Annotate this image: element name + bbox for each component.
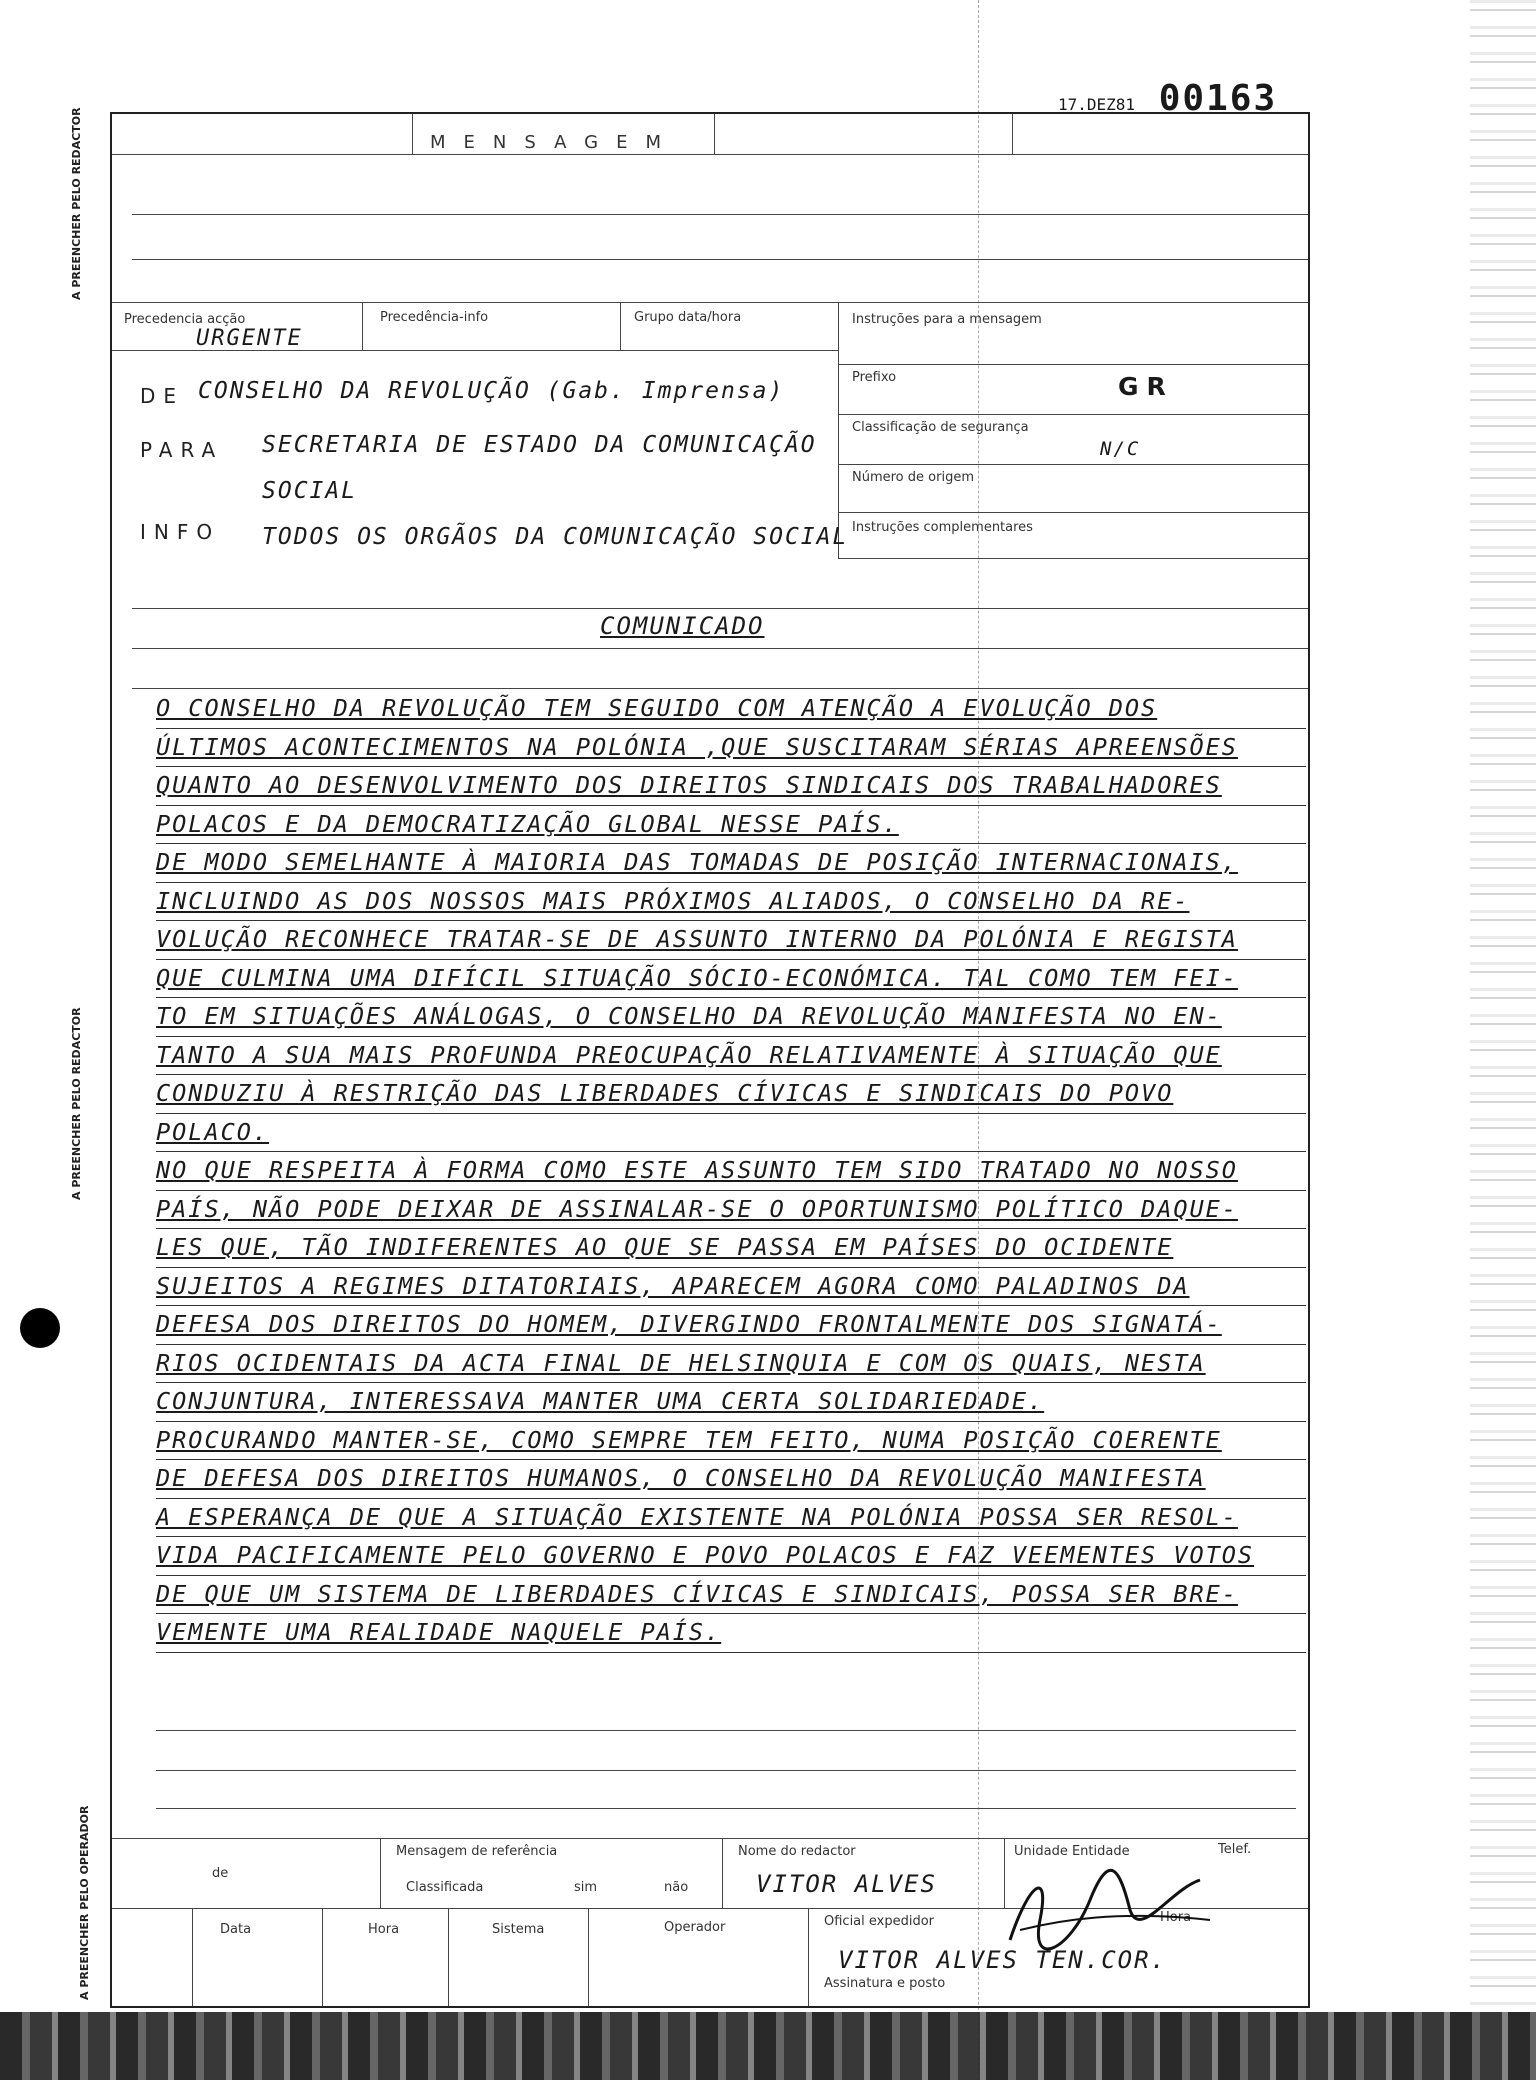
- body-line: DE MODO SEMELHANTE À MAIORIA DAS TOMADAS DE POSIÇÃO INTERNACIONAIS,: [156, 844, 1306, 883]
- precedencia-accao-label: Precedencia acção: [124, 312, 246, 327]
- de-value: CONSELHO DA REVOLUÇÃO (Gab. Imprensa): [198, 378, 785, 404]
- section-title: COMUNICADO: [600, 612, 765, 640]
- body-line: ÚLTIMOS ACONTECIMENTOS NA POLÓNIA ,QUE SUSCITARAM SÉRIAS APREENSÕES: [156, 729, 1306, 768]
- body-line: CONJUNTURA, INTERESSAVA MANTER UMA CERTA SOLIDARIEDADE.: [156, 1383, 1306, 1422]
- body-line: PROCURANDO MANTER-SE, COMO SEMPRE TEM FEITO, NUMA POSIÇÃO COERENTE: [156, 1422, 1306, 1461]
- signature-mark: [1000, 1860, 1220, 1960]
- oficial-value: VITOR ALVES TEN.COR.: [838, 1946, 1167, 1974]
- prefixo-value: GR: [1118, 372, 1174, 401]
- body-line: DE QUE UM SISTEMA DE LIBERDADES CÍVICAS E SINDICAIS, POSSA SER BRE-: [156, 1576, 1306, 1615]
- body-line: DE DEFESA DOS DIREITOS HUMANOS, O CONSELHO DA REVOLUÇÃO MANIFESTA: [156, 1460, 1306, 1499]
- body-line: NO QUE RESPEITA À FORMA COMO ESTE ASSUNTO TEM SIDO TRATADO NO NOSSO: [156, 1152, 1306, 1191]
- instrucoes-label: Instruções para a mensagem: [852, 312, 1042, 327]
- scan-noise-right: [1470, 0, 1536, 2010]
- grupo-data-hora-label: Grupo data/hora: [634, 310, 742, 325]
- body-line: A ESPERANÇA DE QUE A SITUAÇÃO EXISTENTE NA POLÓNIA POSSA SER RESOL-: [156, 1499, 1306, 1538]
- form-title: MENSAGEM: [430, 132, 679, 153]
- unidade-label: Unidade Entidade: [1014, 1844, 1130, 1859]
- body-line: INCLUINDO AS DOS NOSSOS MAIS PRÓXIMOS ALIADOS, O CONSELHO DA RE-: [156, 883, 1306, 922]
- nao-label: não: [664, 1880, 689, 1895]
- body-line: RIOS OCIDENTAIS DA ACTA FINAL DE HELSINQUIA E COM OS QUAIS, NESTA: [156, 1345, 1306, 1384]
- body-line: VEMENTE UMA REALIDADE NAQUELE PAÍS.: [156, 1614, 1306, 1653]
- assinatura-label: Assinatura e posto: [824, 1976, 946, 1991]
- nome-redactor-value: VITOR ALVES: [756, 1870, 937, 1898]
- hora2-label: Hora: [1160, 1910, 1192, 1925]
- punch-hole: [20, 1308, 60, 1348]
- side-label-top: A PREENCHER PELO REDACTOR: [70, 107, 83, 300]
- operador-label: Operador: [664, 1920, 726, 1935]
- data-label: Data: [220, 1922, 252, 1937]
- body-line: O CONSELHO DA REVOLUÇÃO TEM SEGUIDO COM ATENÇÃO A EVOLUÇÃO DOS: [156, 690, 1306, 729]
- footer-de-label: de: [212, 1866, 229, 1881]
- blank-line: [156, 1770, 1296, 1771]
- numero-origem-label: Número de origem: [852, 470, 974, 485]
- mensagem-referencia-label: Mensagem de referência: [396, 1844, 558, 1859]
- precedencia-info-label: Precedência-info: [380, 310, 489, 325]
- body-line: CONDUZIU À RESTRIÇÃO DAS LIBERDADES CÍVICAS E SINDICAIS DO POVO: [156, 1075, 1306, 1114]
- hora-label: Hora: [368, 1922, 400, 1937]
- doc-timestamp: 17.DEZ81: [1058, 95, 1136, 114]
- prefixo-label: Prefixo: [852, 370, 897, 385]
- side-label-bottom: A PREENCHER PELO OPERADOR: [78, 1805, 91, 2000]
- body-line: PAÍS, NÃO PODE DEIXAR DE ASSINALAR-SE O OPORTUNISMO POLÍTICO DAQUE-: [156, 1191, 1306, 1230]
- para-value-line2: SOCIAL: [262, 478, 358, 504]
- info-value: TODOS OS ORGÃOS DA COMUNICAÇÃO SOCIAL: [262, 524, 849, 550]
- classificacao-label: Classificação de segurança: [852, 420, 1029, 435]
- classificacao-value: N/C: [1100, 438, 1141, 460]
- body-line: QUE CULMINA UMA DIFÍCIL SITUAÇÃO SÓCIO-ECONÓMICA. TAL COMO TEM FEI-: [156, 960, 1306, 999]
- body-line: TO EM SITUAÇÕES ANÁLOGAS, O CONSELHO DA REVOLUÇÃO MANIFESTA NO EN-: [156, 998, 1306, 1037]
- para-value-line1: SECRETARIA DE ESTADO DA COMUNICAÇÃO: [262, 432, 817, 458]
- oficial-label: Oficial expedidor: [824, 1914, 935, 1929]
- body-line: LES QUE, TÃO INDIFERENTES AO QUE SE PASSA EM PAÍSES DO OCIDENTE: [156, 1229, 1306, 1268]
- scan-noise-bottom: [0, 2012, 1536, 2080]
- para-key: PARA: [140, 438, 224, 462]
- body-line: SUJEITOS A REGIMES DITATORIAIS, APARECEM AGORA COMO PALADINOS DA: [156, 1268, 1306, 1307]
- classificada-label: Classificada: [406, 1880, 484, 1895]
- body-line: DEFESA DOS DIREITOS DO HOMEM, DIVERGINDO FRONTALMENTE DOS SIGNATÁ-: [156, 1306, 1306, 1345]
- blank-line: [156, 1808, 1296, 1809]
- sim-label: sim: [574, 1880, 598, 1895]
- message-body: [156, 690, 1306, 1653]
- body-line: QUANTO AO DESENVOLVIMENTO DOS DIREITOS SINDICAIS DOS TRABALHADORES: [156, 767, 1306, 806]
- nome-redactor-label: Nome do redactor: [738, 1844, 856, 1859]
- info-key: INFO: [140, 520, 221, 544]
- side-label-middle: A PREENCHER PELO REDACTOR: [70, 1007, 83, 1200]
- instrucoes-complementares-label: Instruções complementares: [852, 520, 1033, 535]
- body-line: VOLUÇÃO RECONHECE TRATAR-SE DE ASSUNTO INTERNO DA POLÓNIA E REGISTA: [156, 921, 1306, 960]
- doc-number-value: 00163: [1158, 78, 1278, 119]
- body-line: POLACO.: [156, 1114, 1306, 1153]
- body-line: VIDA PACIFICAMENTE PELO GOVERNO E POVO POLACOS E FAZ VEEMENTES VOTOS: [156, 1537, 1306, 1576]
- sistema-label: Sistema: [492, 1922, 545, 1937]
- telef-label: Telef.: [1218, 1842, 1252, 1857]
- body-line: TANTO A SUA MAIS PROFUNDA PREOCUPAÇÃO RELATIVAMENTE À SITUAÇÃO QUE: [156, 1037, 1306, 1076]
- blank-line: [156, 1730, 1296, 1731]
- body-line: POLACOS E DA DEMOCRATIZAÇÃO GLOBAL NESSE PAÍS.: [156, 806, 1306, 845]
- de-key: DE: [140, 384, 185, 408]
- precedencia-accao-value: URGENTE: [196, 326, 303, 351]
